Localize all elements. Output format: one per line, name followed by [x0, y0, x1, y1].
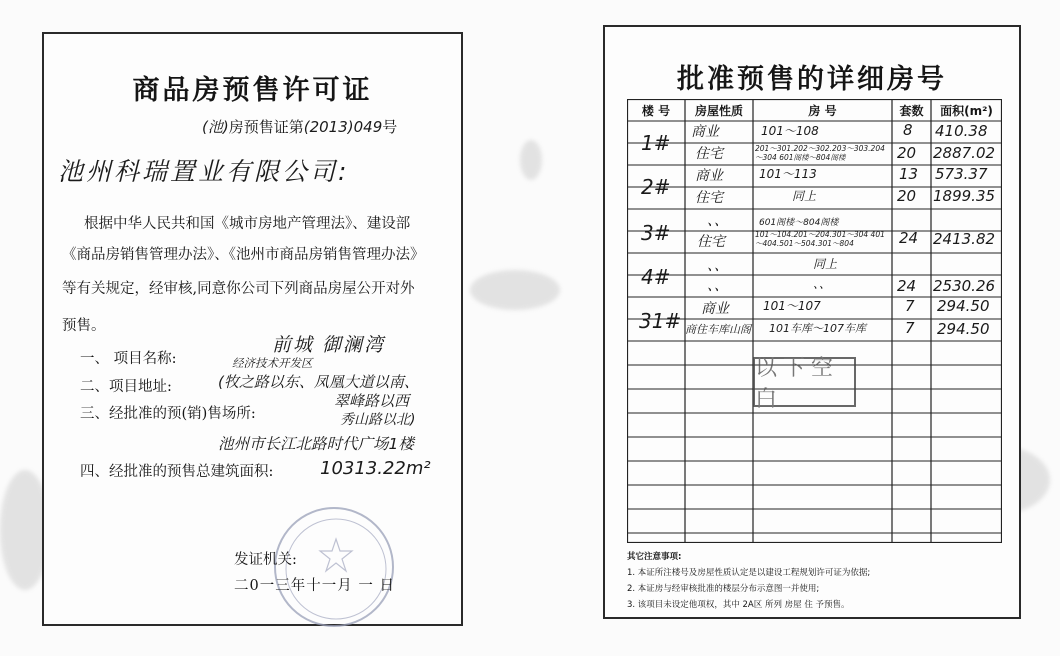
room-table [627, 99, 1002, 543]
address-handwritten-line: 翠峰路以西 [334, 392, 410, 410]
header-room-numbers: 房 号 [808, 104, 837, 118]
property-type: 商业 [695, 168, 723, 184]
scan-smudge [470, 270, 560, 310]
issue-date: 二0一三年十一月 一 日 [234, 578, 395, 594]
room-list-title: 批准预售的详细房号 [677, 64, 947, 95]
project-name-handwritten: 前城 御澜湾 [272, 334, 386, 356]
permit-suffix-text: 号 [382, 118, 398, 136]
permit-prefix-handwritten: (池) [202, 118, 229, 136]
note-line: 1. 本证所注楼号及房屋性质认定是以建设工程规划许可证为依据; [627, 568, 871, 578]
room-numbers: 、、 [813, 277, 832, 291]
total-area-label: 四、经批准的预售总建筑面积: [80, 464, 274, 480]
property-type: 住宅 [697, 234, 725, 250]
property-type: 商住车库山阁 [685, 323, 751, 336]
address-handwritten-line: 秀山路以北) [340, 412, 416, 428]
permit-number-line [202, 116, 397, 137]
unit-count: 24 [897, 277, 917, 295]
project-name-label: 一、 项目名称: [80, 351, 177, 367]
property-type: 、、 [707, 213, 728, 229]
room-list-page [603, 25, 1021, 619]
floor-area: 1899.35 [933, 187, 996, 205]
room-numbers: 201～301.202～302.203～303.204～304 601阁楼～804阁楼 [755, 144, 885, 162]
floor-area: 2413.82 [933, 230, 996, 248]
header-area: 面积(m²) [940, 104, 993, 118]
floor-area: 573.37 [935, 165, 988, 183]
seal-ring-graphic [276, 509, 396, 629]
note-line: 3. 该项目未设定他项权，其中 2A区 所列 房屋 住 予预售。 [627, 600, 850, 610]
notes-section [627, 549, 870, 613]
property-type: 住宅 [695, 190, 723, 206]
property-type: 、、 [707, 278, 728, 294]
unit-count: 24 [899, 229, 919, 247]
room-numbers: 101～107 [763, 299, 821, 313]
floor-area: 294.50 [937, 297, 990, 315]
room-numbers: 同上 [813, 257, 838, 271]
property-type: 商业 [701, 301, 729, 317]
building-number: 2# [641, 175, 671, 199]
note-line: 2. 本证房与经审核批准的楼层分布示意图一并使用; [627, 584, 820, 594]
unit-count: 8 [903, 121, 913, 139]
notes-title: 其它注意事项: [627, 552, 682, 562]
building-number: 4# [641, 265, 671, 289]
unit-count: 20 [897, 187, 917, 205]
address-handwritten-line: (牧之路以东、凤凰大道以南、 [218, 373, 419, 391]
header-property-type: 房屋性质 [694, 104, 743, 118]
room-numbers: 101～113 [759, 167, 817, 181]
unit-count: 7 [905, 297, 915, 315]
header-unit-count: 套数 [899, 104, 924, 118]
body-paragraph-line: 根据中华人民共和国《城市房地产管理法》、建设部 [84, 216, 411, 232]
project-address-label: 二、项目地址: [80, 379, 172, 395]
floor-area: 2530.26 [933, 277, 996, 295]
floor-area: 294.50 [937, 320, 990, 338]
body-paragraph-line: 预售。 [62, 318, 106, 334]
property-type: 住宅 [695, 146, 723, 162]
property-type: 商业 [691, 124, 719, 140]
header-building: 楼 号 [641, 104, 671, 118]
unit-count: 13 [899, 165, 919, 183]
unit-count: 20 [897, 144, 917, 162]
address-handwritten-line: 经济技术开发区 [232, 356, 313, 370]
floor-area: 410.38 [935, 122, 988, 140]
presale-permit-page [42, 32, 463, 626]
building-number: 31# [639, 309, 682, 333]
building-number: 1# [641, 131, 671, 155]
issuing-authority-label: 发证机关: [234, 552, 297, 568]
room-numbers: 同上 [792, 189, 817, 203]
room-numbers: 101～108 [761, 124, 819, 138]
room-numbers: 101～104.201～204.301～304 401～404.501～504.301～804 [755, 230, 885, 248]
scan-smudge [520, 140, 542, 180]
total-area-handwritten: 10313.22m² [320, 458, 431, 479]
building-number: 3# [641, 221, 671, 245]
blank-below-stamp: 以下空白 [753, 357, 856, 407]
room-numbers: 101车库～107车库 [769, 322, 866, 335]
room-numbers: 601阁楼～804阁楼 [759, 218, 839, 228]
sales-venue-label: 三、经批准的预(销)售场所: [80, 406, 256, 422]
permit-number-handwritten: (2013)049 [303, 118, 383, 136]
sales-venue-handwritten: 池州市长江北路时代广场1楼 [218, 435, 414, 453]
body-paragraph-line: 等有关规定，经审核,同意你公司下列商品房屋公开对外 [62, 281, 415, 297]
body-paragraph-line: 《商品房销售管理办法》、《池州市商品房销售管理办法》 [62, 247, 425, 263]
permit-title: 商品房预售许可证 [132, 75, 373, 106]
permit-mid-text: 房预售证第 [228, 118, 304, 136]
company-name-handwritten: 池州科瑞置业有限公司: [58, 157, 350, 186]
floor-area: 2887.02 [933, 144, 996, 162]
unit-count: 7 [905, 319, 915, 337]
property-type: 、、 [707, 258, 728, 274]
